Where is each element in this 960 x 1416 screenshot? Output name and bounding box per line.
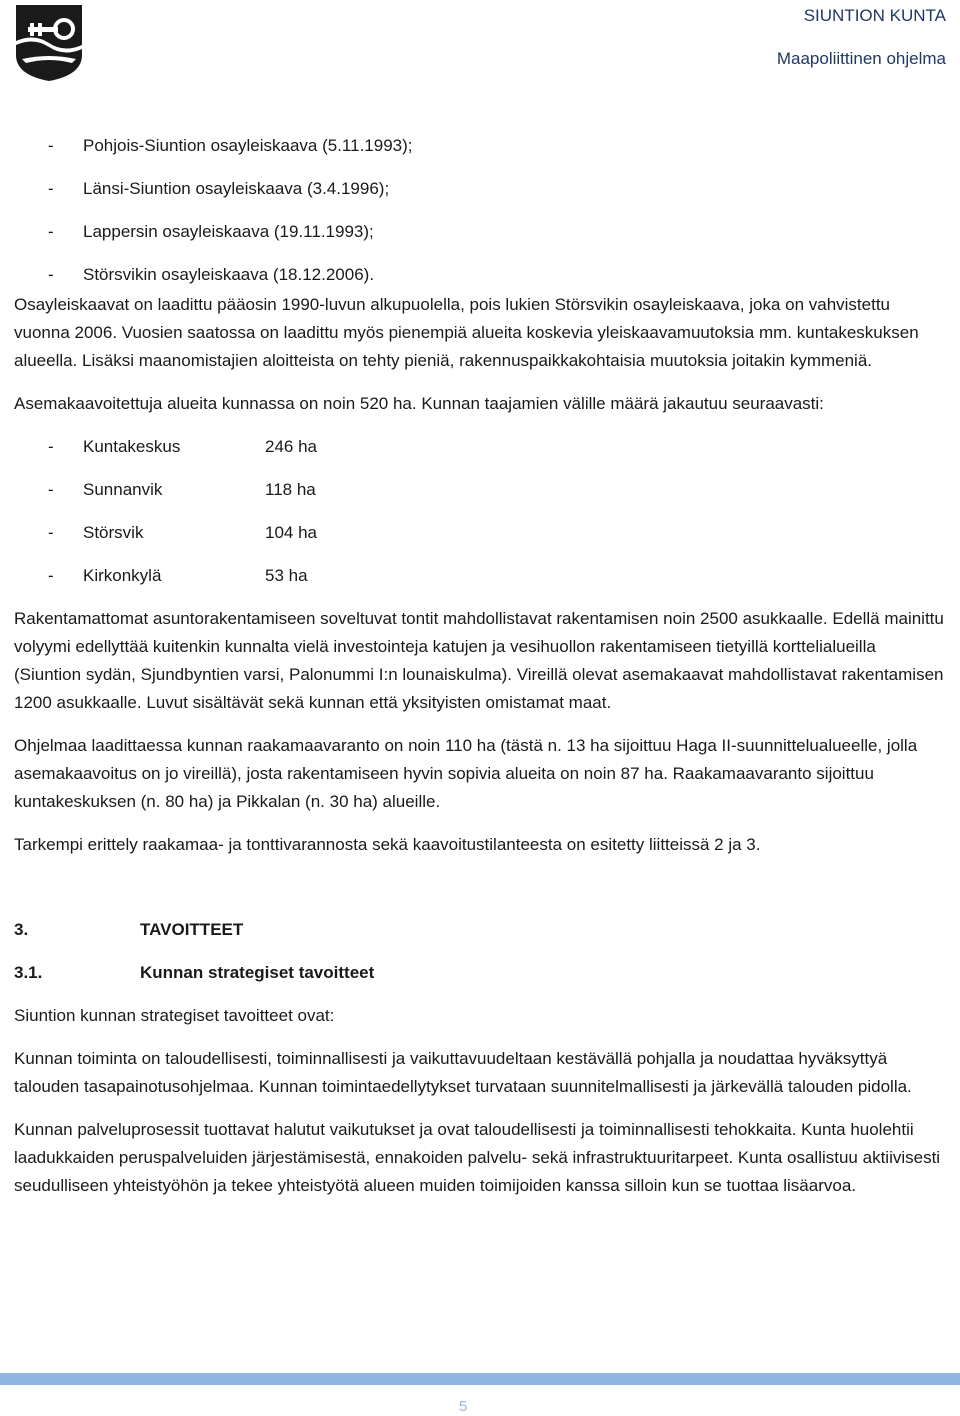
paragraph: Ohjelmaa laadittaessa kunnan raakamaavaranto on noin 110 ha (tästä n. 13 ha sijoittuu Haga II-suunnittelualueelle, jolla asemakaavoitus on jo vireillä), josta rakentamiseen hyvin sopivia alueita on noin 87 ha. Raakamaavaranto sijoittuu kuntakeskuksen (n. 80 ha) ja Pikkalan (n. 30 ha) alueille. bbox=[14, 736, 918, 811]
area-value: 53 ha bbox=[265, 566, 308, 585]
paragraph: Osayleiskaavat on laadittu pääosin 1990-luvun alkupuolella, pois lukien Störsvikin osayleiskaava, joka on vahvistettu vuonna 2006. Vuosien saatossa on laadittu myös pienempiä alueita koskevia yleiskaavamuutoksia mm. kuntakeskuksen alueella. Lisäksi maanomistajien aloitteista on tehty pieniä, rakennuspaikkakohtaisia muutoksia joitakin kymmeniä. bbox=[14, 295, 919, 370]
area-name: Kuntakeskus bbox=[83, 437, 181, 456]
area-value: 118 ha bbox=[265, 480, 316, 499]
page-number: 5 bbox=[458, 1398, 468, 1415]
list-item-text: Länsi-Siuntion osayleiskaava (3.4.1996); bbox=[83, 179, 390, 198]
list-dash: - bbox=[48, 566, 54, 585]
paragraph: Tarkempi erittely raakamaa- ja tonttivarannosta sekä kaavoitustilanteesta on esitetty liitteissä 2 ja 3. bbox=[14, 835, 761, 854]
list-dash: - bbox=[48, 437, 54, 456]
section-number: 3. bbox=[14, 920, 29, 939]
list-dash: - bbox=[48, 222, 54, 241]
footer-bar bbox=[0, 1373, 960, 1385]
list-dash: - bbox=[48, 523, 54, 542]
header-organization: SIUNTION KUNTA bbox=[803, 6, 946, 25]
list-item bbox=[14, 476, 944, 504]
paragraph: Rakentamattomat asuntorakentamiseen soveltuvat tontit mahdollistavat rakentamisen noin 2500 asukkaalle. Edellä mainittu volyymi edellyttää kuitenkin kunnalta vielä investointeja katujen ja vesihuollon rakentamiseen tietyillä korttelialueilla (Siuntion sydän, Sjundbyntien varsi, Palonummi I:n lounaiskulma). Vireillä olevat asemakaavat mahdollistavat rakentamisen 1200 asukkaalle. Luvut sisältävät sekä kunnan että yksityisten omistamat maat. bbox=[14, 609, 944, 712]
section-title: TAVOITTEET bbox=[140, 920, 244, 939]
list-item bbox=[14, 433, 944, 461]
area-name: Kirkonkylä bbox=[83, 566, 162, 585]
area-value: 104 ha bbox=[265, 523, 317, 542]
list-item-text: Störsvikin osayleiskaava (18.12.2006). bbox=[83, 265, 375, 284]
paragraph: Kunnan toiminta on taloudellisesti, toiminnallisesti ja vaikuttavuudeltaan kestävällä pohjalla ja noudattaa hyväksyttyä talouden tasapainotusohjelmaa. Kunnan toimintaedellytykset turvataan suunnitelmallisesti ja järkevällä talouden pidolla. bbox=[14, 1049, 912, 1096]
area-name: Sunnanvik bbox=[83, 480, 163, 499]
list-item bbox=[14, 562, 944, 590]
area-name: Störsvik bbox=[83, 523, 144, 542]
list-item-text: Lappersin osayleiskaava (19.11.1993); bbox=[83, 222, 374, 241]
subsection-heading bbox=[14, 959, 944, 987]
list-item bbox=[14, 132, 944, 160]
paragraph: Siuntion kunnan strategiset tavoitteet ovat: bbox=[14, 1006, 335, 1025]
list-dash: - bbox=[48, 136, 54, 155]
list-dash: - bbox=[48, 480, 54, 499]
list-item bbox=[14, 218, 944, 246]
header-document-title: Maapoliittinen ohjelma bbox=[776, 49, 946, 68]
list-item-text: Pohjois-Siuntion osayleiskaava (5.11.1993); bbox=[83, 136, 413, 155]
municipality-crest-logo bbox=[14, 3, 84, 83]
subsection-number: 3.1. bbox=[14, 963, 43, 982]
list-dash: - bbox=[48, 265, 54, 284]
list-dash: - bbox=[48, 179, 54, 198]
list-item bbox=[14, 175, 944, 203]
subsection-title: Kunnan strategiset tavoitteet bbox=[140, 963, 375, 982]
list-item bbox=[14, 519, 944, 547]
document-body bbox=[14, 132, 944, 1215]
paragraph: Kunnan palveluprosessit tuottavat halutut vaikutukset ja ovat taloudellisesti ja toiminnallisesti tehokkaita. Kunta huolehtii laadukkaiden peruspalveluiden järjestämisestä, ennakoiden palvelu- sekä infrastruktuuritarpeet. Kunta osallistuu aktiivisesti seudulliseen yhteistyöhön ja tekee yhteistyötä alueen muiden toimijoiden kanssa silloin kun se tuottaa lisäarvoa. bbox=[14, 1120, 941, 1195]
list-item bbox=[14, 261, 944, 289]
area-value: 246 ha bbox=[265, 437, 317, 456]
section-heading bbox=[14, 916, 944, 944]
paragraph: Asemakaavoitettuja alueita kunnassa on noin 520 ha. Kunnan taajamien välille määrä jakautuu seuraavasti: bbox=[14, 394, 824, 413]
